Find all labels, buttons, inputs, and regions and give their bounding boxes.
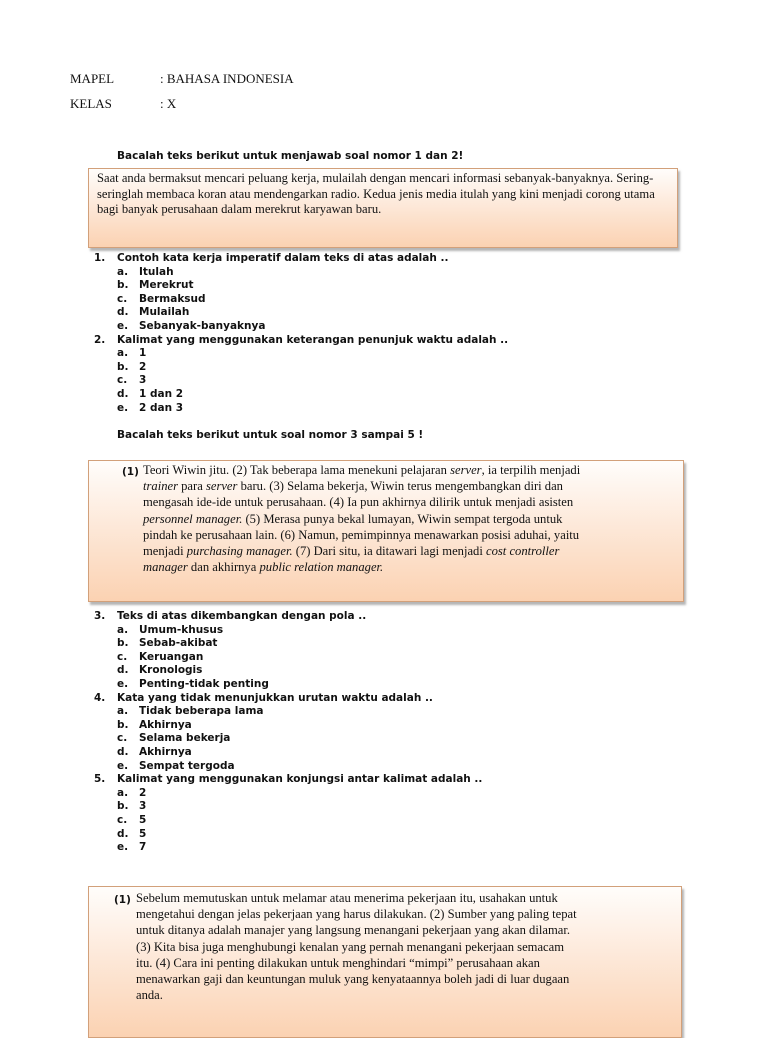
option-letter: a. xyxy=(117,347,129,360)
option-text: Tidak beberapa lama xyxy=(139,705,264,718)
option-text: Mulailah xyxy=(139,306,190,319)
option-text: Merekrut xyxy=(139,279,194,292)
passage-line: anda. xyxy=(136,988,163,1003)
question-number: 5. xyxy=(94,773,106,786)
option-letter: e. xyxy=(117,678,129,690)
option-text: Akhirnya xyxy=(139,718,192,731)
question-number: 1. xyxy=(94,252,106,264)
option-letter: d. xyxy=(117,306,129,319)
option-text: Selama bekerja xyxy=(139,732,231,745)
option-letter: a. xyxy=(117,786,129,799)
option-text: 5 xyxy=(139,827,147,840)
option-text: Akhirnya xyxy=(139,746,192,758)
passage-box-2 xyxy=(88,460,684,602)
option-letter: d. xyxy=(117,388,129,400)
option-letter: b. xyxy=(117,718,129,731)
option-text: 7 xyxy=(139,841,147,854)
question-text: Kalimat yang menggunakan konjungsi antar kalimat adalah .. xyxy=(117,773,483,786)
subject-label: MAPEL xyxy=(70,71,115,86)
passage-line: Teori Wiwin jitu. (2) Tak beberapa lama menekuni pelajaran server, ia terpilih menjadi xyxy=(143,463,581,477)
option-letter: d. xyxy=(117,827,129,840)
option-text: 1 xyxy=(139,347,147,360)
instruction-2: Bacalah teks berikut untuk soal nomor 3 sampai 5 ! xyxy=(117,429,424,441)
question-number: 3. xyxy=(94,610,106,622)
passage-line: menawarkan gaji dan keuntungan muluk yang kenyataannya boleh jadi di luar dugaan xyxy=(136,972,570,986)
passage-line: mengasah ide-ide untuk perusahaan. (4) Ia pun akhirnya dilirik untuk menjadi asisten xyxy=(143,495,574,510)
option-text: Kronologis xyxy=(139,664,203,677)
passage-line: untuk ditanya adalah manajer yang langsung menangani pekerjaan yang akan dilamar. xyxy=(136,923,570,938)
option-letter: a. xyxy=(117,623,129,636)
option-letter: e. xyxy=(117,320,129,332)
instruction-1: Bacalah teks berikut untuk menjawab soal nomor 1 dan 2! xyxy=(117,150,464,162)
passage-1-text: Saat anda bermaksut mencari peluang kerja, mulailah dengan mencari informasi sebanyak-banyaknya. Sering-seringlah membaca koran atau mendengarkan radio. Kedua jenis media itulah yang kini menjadi corong utama bagi banyak perusahaan dalam merekrut karyawan baru. xyxy=(97,171,655,216)
option-letter: c. xyxy=(117,814,128,826)
passage-line: personnel manager. (5) Merasa punya bekal lumayan, Wiwin sempat tergoda untuk xyxy=(143,511,563,526)
option-letter: e. xyxy=(117,759,129,772)
option-text: 2 dan 3 xyxy=(139,401,183,414)
question-text: Kata yang tidak menunjukkan urutan waktu adalah .. xyxy=(117,691,433,704)
option-text: Sempat tergoda xyxy=(139,759,235,772)
option-letter: c. xyxy=(117,650,128,663)
subject-value: : BAHASA INDONESIA xyxy=(160,71,294,86)
option-text: 3 xyxy=(139,800,147,813)
passage-line: pindah ke perusahaan lain. (6) Namun, pemimpinnya menawarkan posisi aduhai, yaitu xyxy=(143,527,580,542)
option-text: Keruangan xyxy=(139,650,204,663)
passage-3-number: (1) xyxy=(114,894,131,906)
class-value: : X xyxy=(160,96,177,111)
option-letter: b. xyxy=(117,637,129,650)
passage-line: mengetahui dengan jelas pekerjaan yang harus dilakukan. (2) Sumber yang paling tepat xyxy=(136,907,577,922)
passage-box-1 xyxy=(88,168,678,248)
option-letter: c. xyxy=(117,374,128,387)
option-letter: c. xyxy=(117,732,128,745)
option-letter: d. xyxy=(117,664,129,677)
option-text: Sebanyak-banyaknya xyxy=(139,320,266,332)
option-text: Umum-khusus xyxy=(139,623,224,636)
option-text: Itulah xyxy=(139,265,174,278)
question-text: Kalimat yang menggunakan keterangan penunjuk waktu adalah .. xyxy=(117,333,509,346)
option-letter: a. xyxy=(117,265,129,278)
option-text: 3 xyxy=(139,374,147,387)
option-letter: b. xyxy=(117,360,129,373)
question-text: Contoh kata kerja imperatif dalam teks di atas adalah .. xyxy=(117,252,449,264)
passage-line: itu. (4) Cara ini penting dilakukan untuk menghindari “mimpi” perusahaan akan xyxy=(136,955,540,970)
option-text: 5 xyxy=(139,814,147,826)
option-text: 2 xyxy=(139,360,147,373)
question-number: 4. xyxy=(94,691,106,704)
option-text: Penting-tidak penting xyxy=(139,678,269,690)
passage-line: Sebelum memutuskan untuk melamar atau menerima pekerjaan itu, usahakan untuk xyxy=(136,891,558,905)
option-letter: e. xyxy=(117,401,129,414)
option-letter: d. xyxy=(117,746,129,758)
option-letter: c. xyxy=(117,292,128,305)
passage-line: manager dan akhirnya public relation manager. xyxy=(143,560,384,575)
option-text: 2 xyxy=(139,786,147,799)
class-label: KELAS xyxy=(70,96,112,111)
option-text: Sebab-akibat xyxy=(139,637,218,650)
option-letter: a. xyxy=(117,705,129,718)
option-text: Bermaksud xyxy=(139,292,206,305)
option-letter: b. xyxy=(117,800,129,813)
option-text: 1 dan 2 xyxy=(139,388,183,400)
question-text: Teks di atas dikembangkan dengan pola .. xyxy=(117,610,367,622)
passage-box-3 xyxy=(88,886,682,1038)
passage-line: menjadi purchasing manager. (7) Dari situ, ia ditawari lagi menjadi cost controller xyxy=(143,544,560,558)
passage-line: (3) Kita bisa juga menghubungi kenalan yang pernah menangani pekerjaan semacam xyxy=(136,939,565,954)
passage-2-number: (1) xyxy=(122,466,139,478)
option-letter: e. xyxy=(117,841,129,854)
option-letter: b. xyxy=(117,279,129,292)
passage-line: trainer para server baru. (3) Selama bekerja, Wiwin terus mengembangkan diri dan xyxy=(143,479,563,494)
question-number: 2. xyxy=(94,333,106,346)
